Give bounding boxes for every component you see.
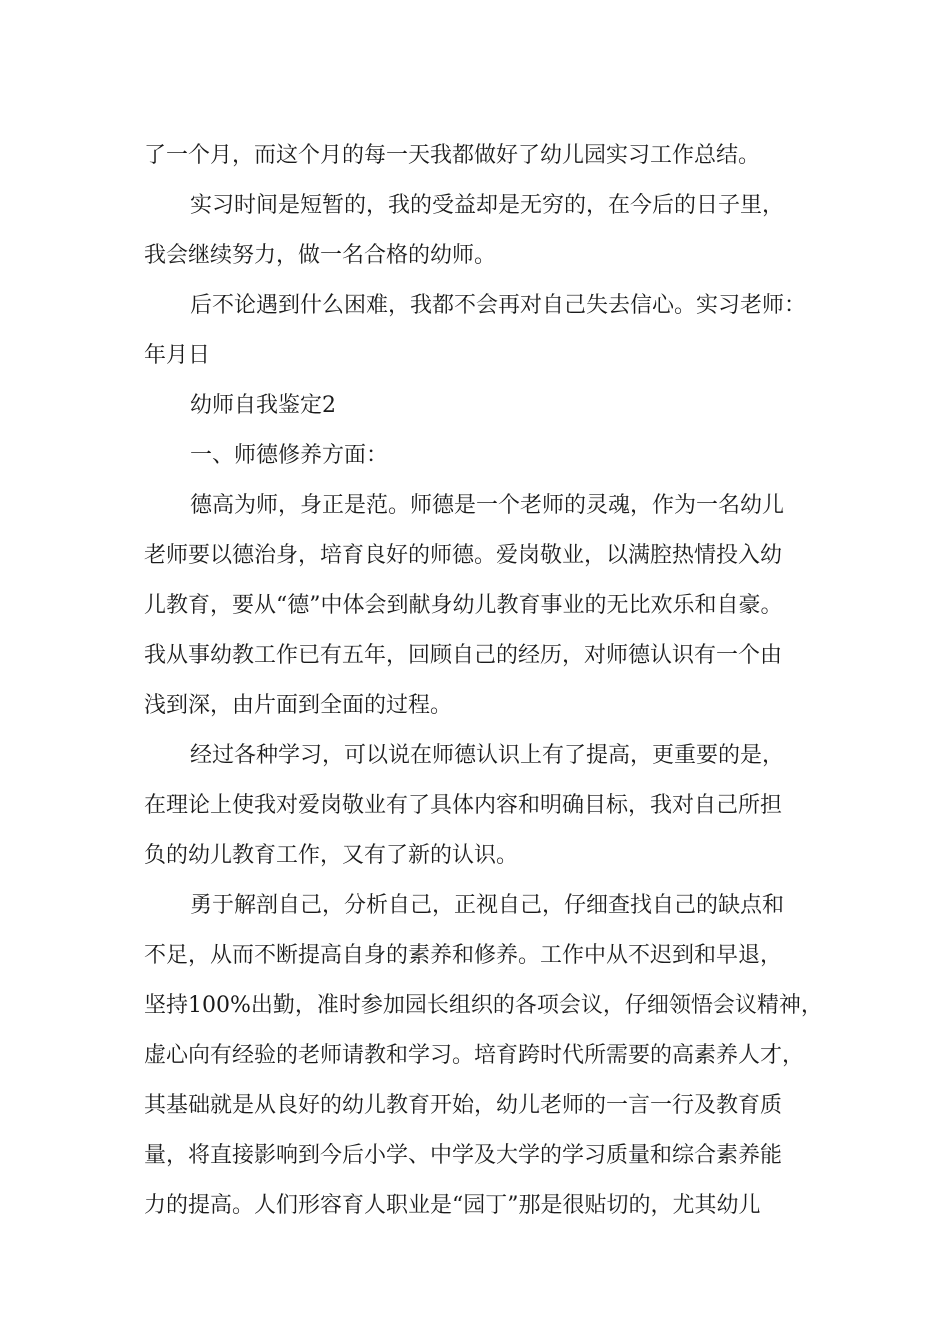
text-line: 老师要以德治身，培育良好的师德。爱岗敬业，以满腔热情投入幼 bbox=[144, 543, 783, 568]
text-line: 儿教育，要从“德”中体会到献身幼儿教育事业的无比欢乐和自豪。 bbox=[144, 593, 783, 618]
document-body bbox=[144, 131, 823, 1231]
text-line: 经过各种学习，可以说在师德认识上有了提高，更重要的是， bbox=[190, 743, 785, 768]
text-line: 其基础就是从良好的幼儿教育开始，幼儿老师的一言一行及教育质 bbox=[144, 1093, 783, 1118]
text-line: 力的提高。人们形容育人职业是“园丁”那是很贴切的，尤其幼儿 bbox=[144, 1193, 761, 1218]
text-line: 不足，从而不断提高自身的素养和修养。工作中从不迟到和早退， bbox=[144, 943, 783, 968]
section-heading: 幼师自我鉴定2 bbox=[190, 393, 336, 418]
text-line: 在理论上使我对爱岗敬业有了具体内容和明确目标，我对自己所担 bbox=[144, 793, 783, 818]
text-line: 我会继续努力，做一名合格的幼师。 bbox=[144, 243, 497, 268]
text-line: 实习时间是短暂的，我的受益却是无穷的，在今后的日子里， bbox=[190, 193, 785, 218]
text-line: 量，将直接影响到今后小学、中学及大学的学习质量和综合素养能 bbox=[144, 1143, 783, 1168]
text-line: 勇于解剖自己，分析自己，正视自己，仔细查找自己的缺点和 bbox=[190, 893, 785, 918]
text-line: 浅到深，由片面到全面的过程。 bbox=[144, 693, 453, 718]
text-line: 后不论遇到什么困难，我都不会再对自己失去信心。实习老师： bbox=[190, 293, 807, 318]
text-line: 坚持100%出勤，准时参加园长组织的各项会议，仔细领悟会议精神， bbox=[144, 993, 823, 1018]
text-line: 我从事幼教工作已有五年，回顾自己的经历，对师德认识有一个由 bbox=[144, 643, 783, 668]
subsection-heading: 一、师德修养方面： bbox=[190, 443, 389, 468]
text-line: 年月日 bbox=[144, 343, 211, 368]
text-line: 了一个月，而这个月的每一天我都做好了幼儿园实习工作总结。 bbox=[144, 143, 761, 168]
text-line: 负的幼儿教育工作，又有了新的认识。 bbox=[144, 843, 519, 868]
text-line: 虚心向有经验的老师请教和学习。培育跨时代所需要的高素养人才， bbox=[144, 1043, 805, 1068]
text-line: 德高为师，身正是范。师德是一个老师的灵魂，作为一名幼儿 bbox=[190, 493, 785, 518]
